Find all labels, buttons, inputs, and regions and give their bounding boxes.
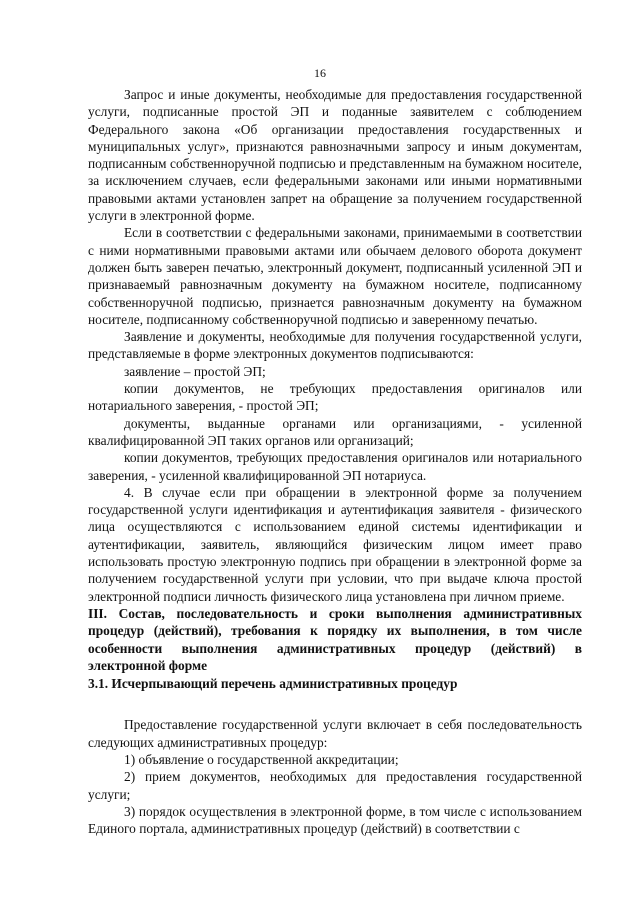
list-item: документы, выданные органами или организациями, - усиленной квалифицированной ЭП таких органов или организаций; — [88, 415, 582, 448]
list-item: 3) порядок осуществления в электронной форме, в том числе с использованием Единого портала, административных процедур (действий) в соответствии с — [88, 803, 582, 837]
paragraph: Предоставление государственной услуги включает в себя последовательность следующих административных процедур: — [88, 717, 582, 750]
paragraph: Заявление и документы, необходимые для получения государственной услуги, представляемые в форме электронных документов подписываются: — [88, 329, 582, 362]
subsection-title: 3.1. Исчерпывающий перечень административных процедур — [88, 675, 458, 691]
list-item: заявление – простой ЭП; — [124, 363, 266, 379]
list-item: 2) прием документов, необходимых для предоставления государственной услуги; — [88, 769, 582, 802]
paragraph: Запрос и иные документы, необходимые для предоставления государственной услуги, подписанные простой ЭП и поданные заявителем с соблюдением Федерального закона «Об организации предоставления государственных и муниципальных услуг», признаются равнозначными запросу и иным документам, подписанным собственноручной подписью и представленным на бумажном носителе, за исключением случаев, если федеральными законами или иными нормативными правовыми актами установлен запрет на обращение за получением государственной услуги в электронной форме. — [88, 87, 582, 224]
document-body — [88, 86, 582, 837]
page-number: 16 — [314, 66, 326, 80]
section-title: III. Состав, последовательность и сроки выполнения административных процедур (действий), требования к порядку их выполнения, в том числе особенности выполнения административных процедур (действий) в электронной форме — [88, 605, 582, 674]
list-item: копии документов, не требующих предоставления оригиналов или нотариального заверения, - простой ЭП; — [88, 381, 582, 414]
paragraph: 4. В случае если при обращении в электронной форме за получением государственной услуги идентификация и аутентификация заявителя - физического лица осуществляются с использованием единой системы идентификации и аутентификации, заявитель, являющийся физическим лицом имеет право использовать простую электронную подпись при обращении в электронной форме за получением государственной услуги при условии, что при выдаче ключа простой электронной подписи личность физического лица установлена при личном приеме. — [88, 484, 582, 604]
paragraph: Если в соответствии с федеральными законами, принимаемыми в соответствии с ними нормативными правовыми актами или обычаем делового оборота документ должен быть заверен печатью, электронный документ, подписанный усиленной ЭП и признаваемый равнозначным документу на бумажном носителе, подписанному собственноручной подписью, признается равнозначным документу на бумажном носителе, подписанному собственноручной подписью и заверенному печатью. — [88, 225, 582, 327]
list-item: копии документов, требующих предоставления оригиналов или нотариального заверения, - усиленной квалифицированной ЭП нотариуса. — [88, 450, 582, 483]
list-item: 1) объявление о государственной аккредитации; — [124, 752, 399, 767]
